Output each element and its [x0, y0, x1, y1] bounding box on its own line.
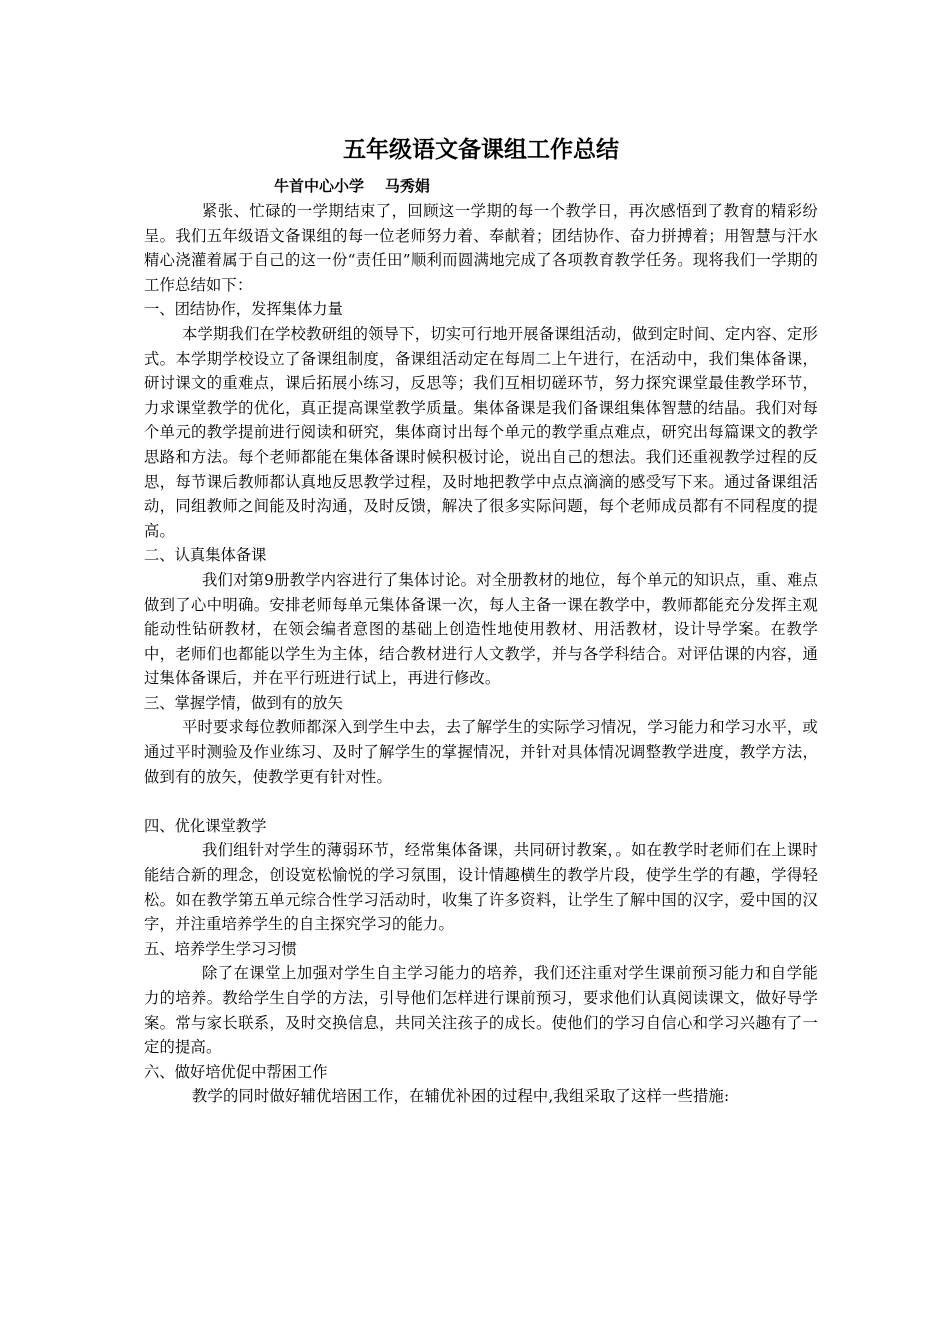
section-body-5: 除了在课堂上加强对学生自主学习能力的培养，我们还注重对学生课前预习能力和自学能力的培养。教给学生自学的方法，引导他们怎样进行课前预习，要求他们认真阅读课文，做好导学案。常与家长联系，及时交换信息，共同关注孩子的成长。使他们的学习自信心和学习兴趣有了一定的提高。	[144, 964, 818, 1057]
section-heading-2: 二、认真集体备课	[144, 546, 267, 565]
section-body-6: 教学的同时做好辅优培困工作，在辅优补困的过程中,我组采取了这样一些措施:	[192, 1087, 730, 1106]
intro-paragraph: 紧张、忙碌的一学期结束了，回顾这一学期的每一个教学日，再次感悟到了教育的精彩纷呈。我们五年级语文备课组的每一位老师努力着、奉献着；团结协作、奋力拼搏着；用智慧与汗水精心浇灌着属于自己的这一份“责任田”顺利而圆满地完成了各项教育教学任务。现将我们一学期的工作总结如下：	[144, 202, 818, 294]
section-body-4: 我们组针对学生的薄弱环节，经常集体备课，共同研讨教案，。如在教学时老师们在上课时能结合新的理念，创设宽松愉悦的学习氛围，设计情趣横生的教学片段，使学生学的有趣，学得轻松。如在教学第五单元综合性学习活动时，收集了许多资料，让学生了解中国的汉字，爱中国的汉字，并注重培养学生的自主探究学习的能力。	[144, 841, 818, 934]
section-body-1: 本学期我们在学校教研组的领导下，切实可行地开展备课组活动，做到定时间、定内容、定形式。本学期学校设立了备课组制度，备课组活动定在每周二上午进行，在活动中，我们集体备课，研讨课文的重难点，课后拓展小练习，反思等；我们互相切磋环节，努力探究课堂最佳教学环节，力求课堂教学的优化，真正提高课堂教学质量。集体备课是我们备课组集体智慧的结晶。我们对每个单元的教学提前进行阅读和研究，集体商讨出每个单元的教学重点难点，研究出每篇课文的教学思路和方法。每个老师都能在集体备课时候积极讨论，说出自己的想法。我们还重视教学过程的反思，每节课后教师都认真地反思教学过程，及时地把教学中点点滴滴的感受写下来。通过备课组活动，同组教师之间能及时沟通，及时反馈，解决了很多实际问题，每个老师成员都有不同程度的提高。	[144, 324, 818, 540]
section-body-3: 平时要求每位教师都深入到学生中去，去了解学生的实际学习情况，学习能力和学习水平，或通过平时测验及作业练习、及时了解学生的掌握情况，并针对具体情况调整教学进度，教学方法，做到有的放矢，使教学更有针对性。	[144, 718, 818, 786]
section-heading-3: 三、掌握学情，做到有的放矢	[144, 693, 343, 712]
byline-school: 牛首中心小学	[274, 177, 365, 195]
section-body-2: 我们对第9册教学内容进行了集体讨论。对全册教材的地位，每个单元的知识点，重、难点做到了心中明确。安排老师每单元集体备课一次，每人主备一课在教学中，教师都能充分发挥主观能动性钻研教材，在领会编者意图的基础上创造性地使用教材、用活教材，设计导学案。在教学中，老师们也都能以学生为主体，结合教材进行人文教学，并与各学科结合。对评估课的内容，通过集体备课后，并在平行班进行试上，再进行修改。	[144, 570, 818, 688]
section-heading-1: 一、团结协作，发挥集体力量	[144, 300, 343, 319]
document-page	[144, 130, 818, 1109]
section-heading-4: 四、优化课堂教学	[144, 816, 267, 835]
section-heading-5: 五、培养学生学习习惯	[144, 939, 297, 958]
byline	[144, 174, 818, 199]
blank-line	[144, 789, 818, 814]
section-heading-6: 六、做好培优促中帮困工作	[144, 1062, 328, 1081]
byline-author: 马秀娟	[384, 177, 430, 195]
document-title: 五年级语文备课组工作总结	[343, 137, 619, 163]
